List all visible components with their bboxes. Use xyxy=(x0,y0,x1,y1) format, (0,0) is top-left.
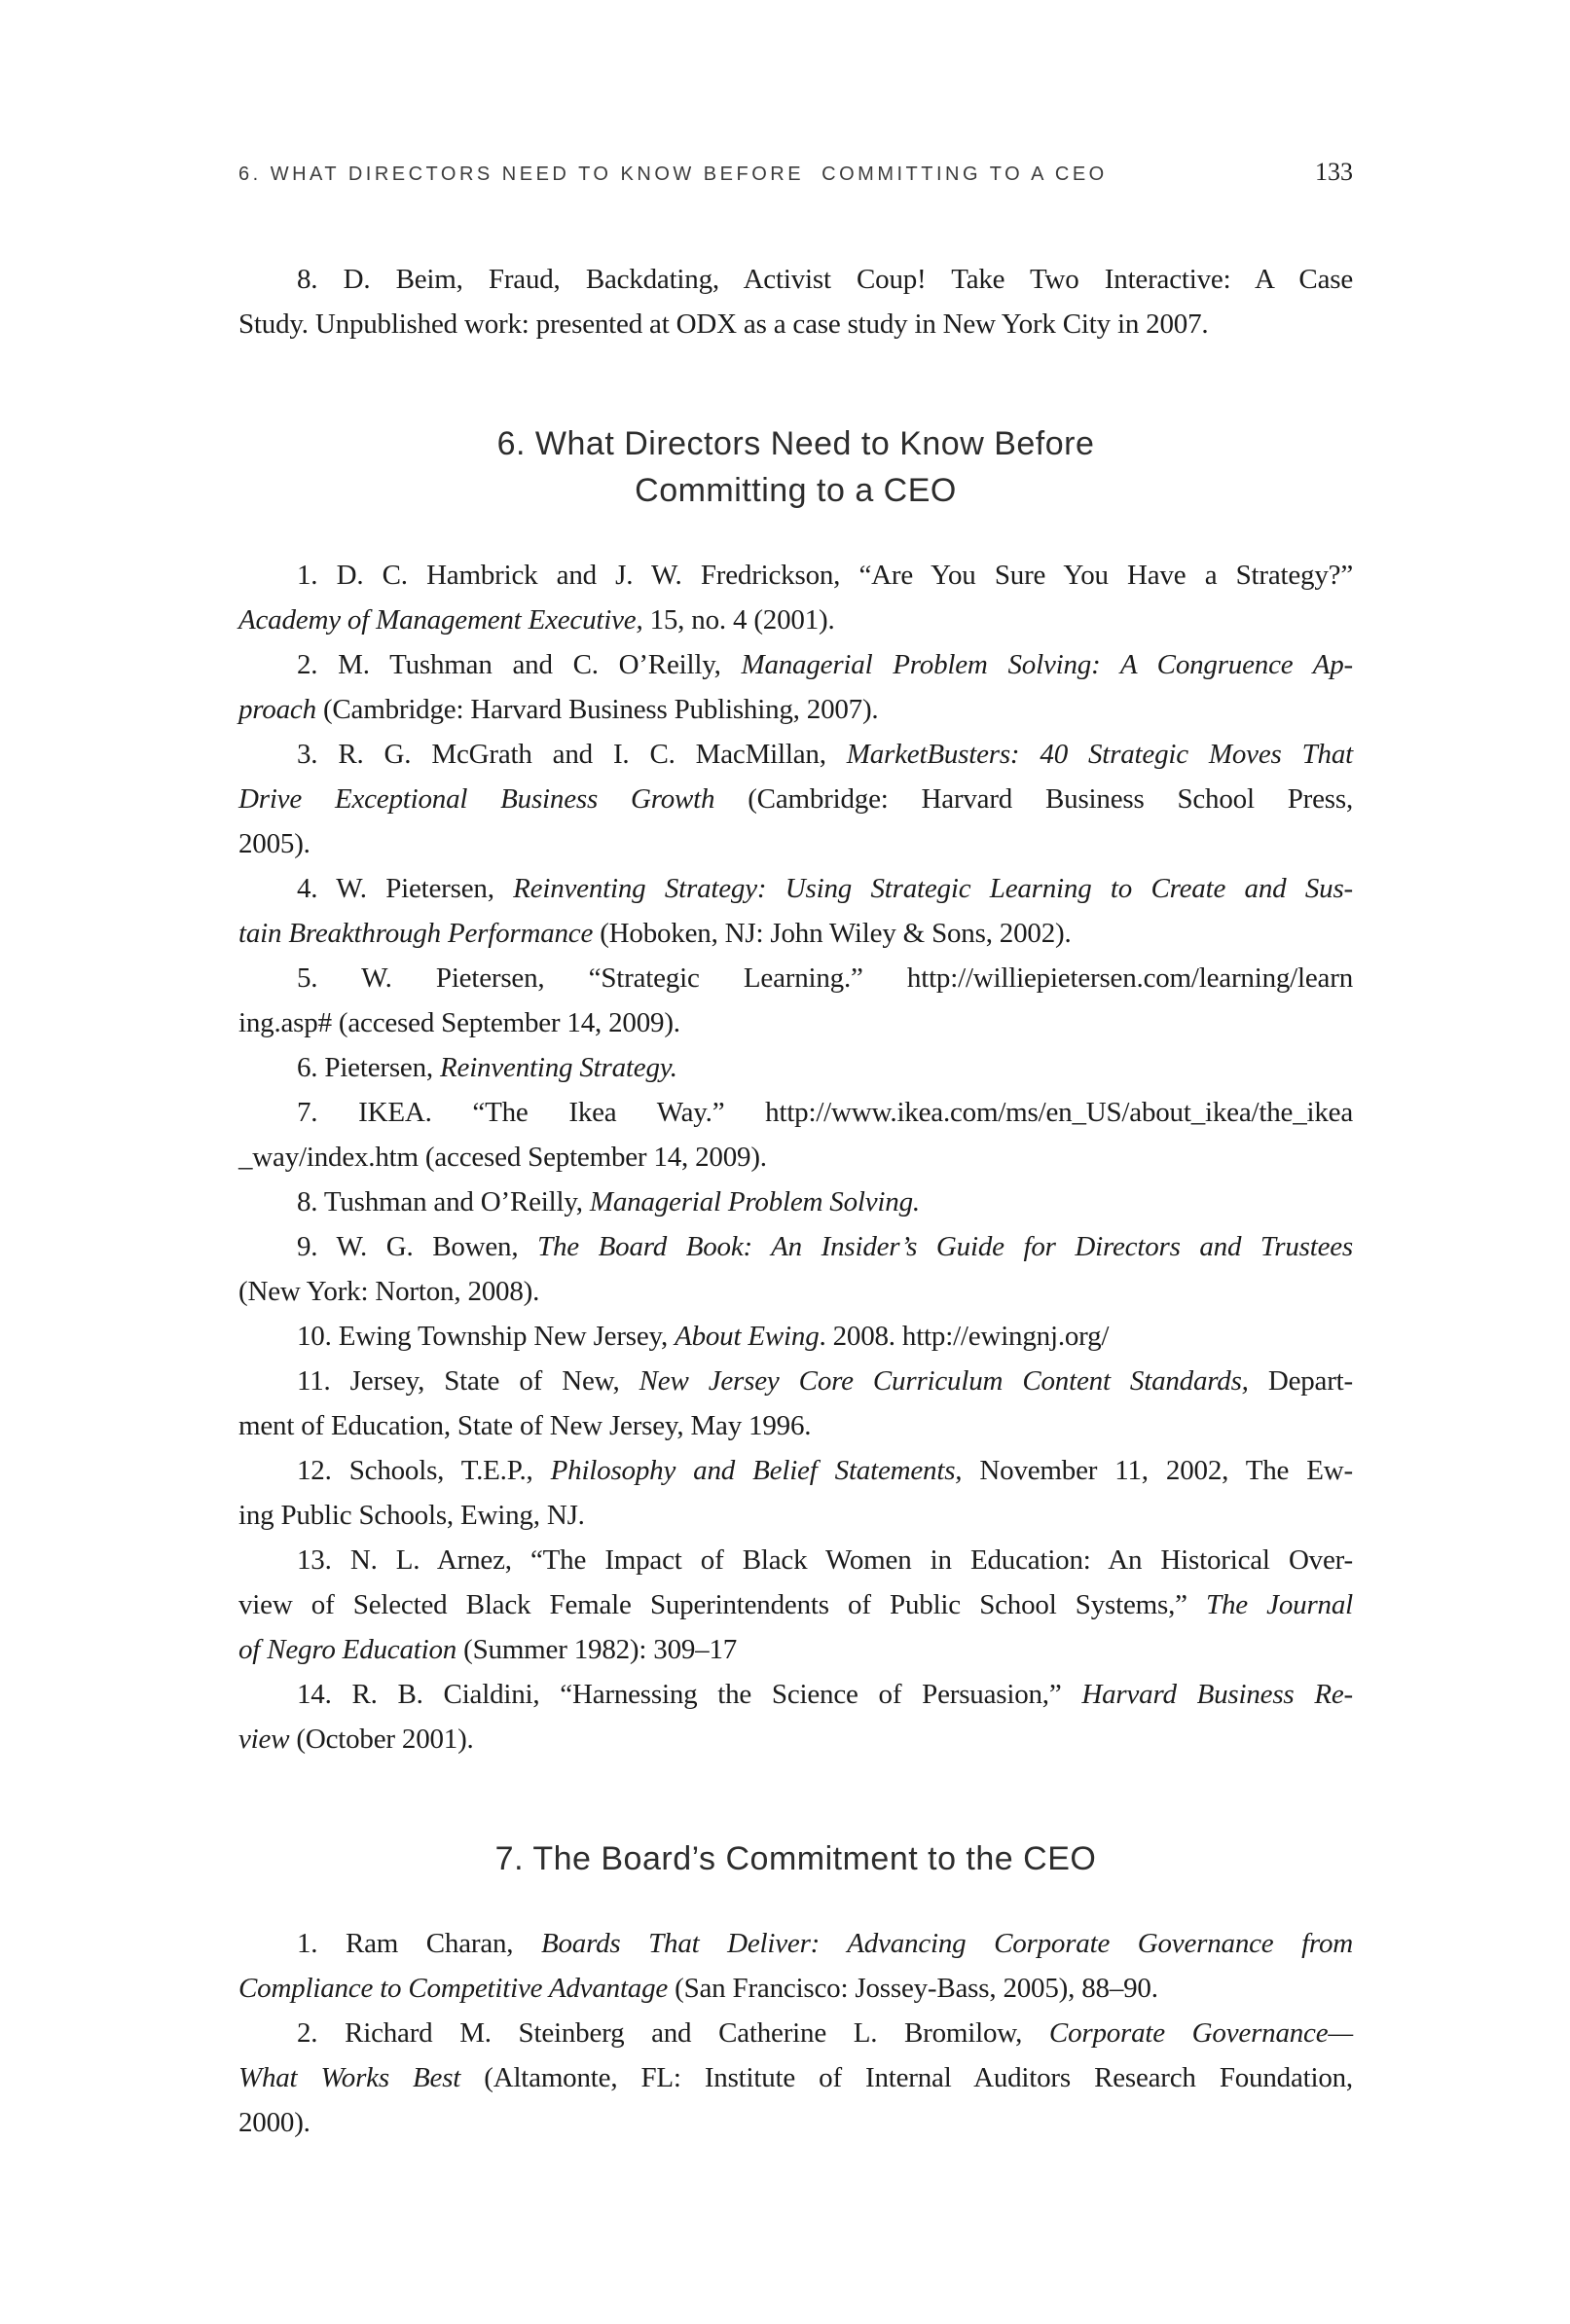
reference-item xyxy=(238,1314,1353,1359)
reference-text-italic: tain Breakthrough Performance xyxy=(238,918,594,949)
reference-line xyxy=(238,1717,1353,1761)
reference-text: (New York: Norton, 2008). xyxy=(238,1276,540,1307)
reference-text: 9. W. G. Bowen, xyxy=(297,1231,538,1262)
reference-line xyxy=(238,1180,1353,1224)
reference-text: (Cambridge: Harvard Business Publishing, 2007). xyxy=(315,694,879,725)
reference-text-italic: Academy of Management Executive, xyxy=(238,604,643,635)
reference-text: ing.asp# (accesed September 14, 2009). xyxy=(238,1007,680,1038)
reference-text: (Summer 1982): 309–17 xyxy=(456,1634,738,1665)
reference-line xyxy=(238,1000,1353,1045)
reference-text: 2. M. Tushman and C. O’Reilly, xyxy=(297,649,742,680)
reference-text: 1. Ram Charan, xyxy=(297,1928,541,1959)
reference-text: 5. W. Pietersen, “Strategic Learning.” http://williepietersen.com/learning/learn xyxy=(297,962,1353,994)
running-head-title: 6. WHAT DIRECTORS NEED TO KNOW BEFORE COMMITTING TO A CEO xyxy=(238,163,1108,185)
reference-text: 8. Tushman and O’Reilly, xyxy=(297,1186,590,1217)
reference-text-italic: New Jersey Core Curriculum Content Standards, xyxy=(639,1365,1249,1397)
reference-line xyxy=(238,732,1353,777)
reference-item xyxy=(238,1224,1353,1314)
reference-item xyxy=(238,1921,1353,2011)
reference-text: ing Public Schools, Ewing, NJ. xyxy=(238,1500,585,1531)
reference-line xyxy=(238,1090,1353,1135)
reference-text-italic: Compliance to Competitive Advantage xyxy=(238,1973,669,2004)
reference-item xyxy=(238,1672,1353,1761)
reference-text: (San Francisco: Jossey-Bass, 2005), 88–90. xyxy=(668,1973,1158,2004)
reference-text-italic: The Board Book: An Insider’s Guide for Directors and Trustees xyxy=(537,1231,1353,1262)
reference-text: 11. Jersey, State of New, xyxy=(297,1365,639,1397)
reference-text-italic: Managerial Problem Solving: A Congruence Ap- xyxy=(741,649,1353,680)
reference-line xyxy=(238,821,1353,866)
reference-item xyxy=(238,866,1353,956)
reference-item xyxy=(238,1090,1353,1180)
reference-text-italic: Drive Exceptional Business Growth xyxy=(238,783,715,815)
reference-item xyxy=(238,956,1353,1045)
reference-line xyxy=(238,1135,1353,1180)
reference-line xyxy=(238,777,1353,821)
reference-text-italic: proach xyxy=(238,694,316,725)
reference-text-italic: of Negro Education xyxy=(238,1634,457,1665)
reference-item xyxy=(238,257,1353,346)
page-number: 133 xyxy=(1315,158,1353,186)
reference-text-italic: Reinventing Strategy: Using Strategic Learning to Create and Sus- xyxy=(513,873,1353,904)
reference-text: 7. IKEA. “The Ikea Way.” http://www.ikea.com/ms/en_US/about_ikea/the_ikea xyxy=(297,1097,1353,1128)
reference-text-italic: Harvard Business Re- xyxy=(1081,1679,1353,1710)
reference-line xyxy=(238,1672,1353,1717)
reference-line xyxy=(238,1493,1353,1538)
reference-line xyxy=(238,1224,1353,1269)
reference-text: 2005). xyxy=(238,828,310,859)
reference-text: 14. R. B. Cialdini, “Harnessing the Science of Persuasion,” xyxy=(297,1679,1082,1710)
reference-line xyxy=(238,2011,1353,2055)
reference-line xyxy=(238,1448,1353,1493)
reference-line xyxy=(238,553,1353,598)
section-heading xyxy=(238,1835,1353,1882)
reference-text-italic: What Works Best xyxy=(238,2062,461,2093)
reference-line xyxy=(238,1966,1353,2011)
reference-line xyxy=(238,1359,1353,1403)
reference-line xyxy=(238,2055,1353,2100)
reference-line xyxy=(238,598,1353,642)
reference-text-italic: Reinventing Strategy. xyxy=(440,1052,677,1083)
reference-item xyxy=(238,1538,1353,1672)
reference-item xyxy=(238,732,1353,866)
reference-text-italic: Boards That Deliver: Advancing Corporate Governance from xyxy=(540,1928,1353,1959)
reference-line xyxy=(238,642,1353,687)
reference-text: 3. R. G. McGrath and I. C. MacMillan, xyxy=(297,739,847,770)
reference-item xyxy=(238,1180,1353,1224)
reference-line xyxy=(238,1045,1353,1090)
reference-line xyxy=(238,687,1353,732)
page-content xyxy=(238,257,1353,2145)
reference-text-italic: view xyxy=(238,1724,290,1755)
reference-text-italic: About Ewing xyxy=(675,1321,820,1352)
reference-line xyxy=(238,1403,1353,1448)
reference-line xyxy=(238,866,1353,911)
reference-line xyxy=(238,1582,1353,1627)
reference-text-italic: Managerial Problem Solving. xyxy=(589,1186,920,1217)
reference-text: November 11, 2002, The Ew- xyxy=(962,1455,1353,1486)
reference-line xyxy=(238,956,1353,1000)
reference-text: Study. Unpublished work: presented at ODX as a case study in New York City in 2007. xyxy=(238,309,1209,340)
running-head xyxy=(238,158,1353,187)
reference-text: 1. D. C. Hambrick and J. W. Fredrickson, “Are You Sure You Have a Strategy?” xyxy=(297,560,1353,591)
reference-text: (Hoboken, NJ: John Wiley & Sons, 2002). xyxy=(593,918,1072,949)
reference-text: 8. D. Beim, Fraud, Backdating, Activist Coup! Take Two Interactive: A Case xyxy=(297,264,1353,295)
reference-text: (October 2001). xyxy=(289,1724,474,1755)
reference-text: _way/index.htm (accesed September 14, 2009). xyxy=(238,1142,767,1173)
section-heading-line: Committing to a CEO xyxy=(635,472,957,509)
reference-line xyxy=(238,2100,1353,2145)
reference-line xyxy=(238,911,1353,956)
reference-text: 2000). xyxy=(238,2107,310,2138)
reference-text: 2. Richard M. Steinberg and Catherine L. Bromilow, xyxy=(297,2017,1049,2049)
reference-text: 13. N. L. Arnez, “The Impact of Black Women in Education: An Historical Over- xyxy=(297,1544,1353,1576)
reference-text: 4. W. Pietersen, xyxy=(297,873,514,904)
reference-line xyxy=(238,1921,1353,1966)
reference-text-italic: The Journal xyxy=(1206,1589,1354,1620)
reference-item xyxy=(238,1045,1353,1090)
reference-item xyxy=(238,553,1353,642)
reference-text-italic: Philosophy and Belief Statements, xyxy=(550,1455,963,1486)
reference-item xyxy=(238,1359,1353,1448)
text-block xyxy=(238,158,1353,2145)
reference-line xyxy=(238,1538,1353,1582)
reference-line xyxy=(238,1314,1353,1359)
reference-text: Depart- xyxy=(1248,1365,1353,1397)
section-heading xyxy=(238,420,1353,514)
reference-text-italic: MarketBusters: 40 Strategic Moves That xyxy=(846,739,1353,770)
section-heading-line: 6. What Directors Need to Know Before xyxy=(496,425,1095,462)
reference-text: 10. Ewing Township New Jersey, xyxy=(297,1321,675,1352)
reference-text: 15, no. 4 (2001). xyxy=(642,604,835,635)
reference-item xyxy=(238,1448,1353,1538)
reference-text-italic: Corporate Governance— xyxy=(1048,2017,1353,2049)
reference-line xyxy=(238,1269,1353,1314)
reference-text: (Altamonte, FL: Institute of Internal Auditors Research Foundation, xyxy=(460,2062,1353,2093)
reference-text: (Cambridge: Harvard Business School Press, xyxy=(714,783,1353,815)
reference-text: 12. Schools, T.E.P., xyxy=(297,1455,551,1486)
reference-line xyxy=(238,1627,1353,1672)
reference-line xyxy=(238,257,1353,302)
reference-line xyxy=(238,302,1353,346)
reference-item xyxy=(238,2011,1353,2145)
reference-item xyxy=(238,642,1353,732)
reference-text: ment of Education, State of New Jersey, May 1996. xyxy=(238,1410,812,1441)
section-heading-line: 7. The Board’s Commitment to the CEO xyxy=(494,1840,1097,1877)
reference-text: 6. Pietersen, xyxy=(297,1052,441,1083)
reference-text: . 2008. http://ewingnj.org/ xyxy=(819,1321,1110,1352)
reference-text: view of Selected Black Female Superintendents of Public School Systems,” xyxy=(238,1589,1207,1620)
